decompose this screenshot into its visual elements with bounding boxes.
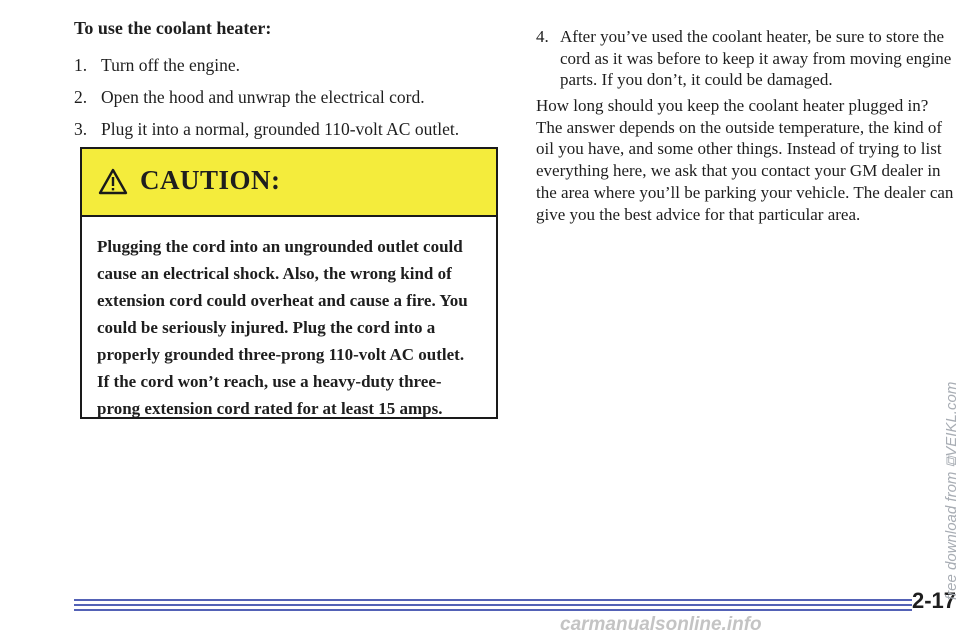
site-watermark: carmanualsonline.info (560, 614, 762, 635)
footer-rule (74, 598, 912, 622)
steps-list (74, 54, 514, 150)
body-paragraph: How long should you keep the coolant heater plugged in? The answer depends on the outside temperature, the kind of oil you have, and some other things. Instead of trying to list everything here, we ask that you contact your GM dealer in the area where you’ll be parking your vehicle. The dealer can give you the best advice for that particular area. (536, 96, 954, 224)
step-number: 4. (536, 27, 549, 46)
step-text: Open the hood and unwrap the electrical cord. (101, 87, 425, 107)
list-item (74, 54, 514, 76)
list-item (74, 118, 514, 140)
step-text: Plug it into a normal, grounded 110-volt AC outlet. (101, 119, 460, 139)
step-number: 1. (74, 55, 88, 75)
page-number: 2-17 (912, 588, 957, 613)
step-text: After you’ve used the coolant heater, be sure to store the cord as it was before to keep it away from moving engine parts. If you don’t, it could be damaged. (560, 27, 952, 89)
watermark-text: free download from ⧉VEIKL.com (943, 381, 960, 600)
step-number: 2. (74, 87, 88, 107)
list-item (74, 86, 514, 108)
caution-text: Plugging the cord into an ungrounded outlet could cause an electrical shock. Also, the wrong kind of extension cord could overheat and cause a fire. You could be seriously injured. Plug the cord into a properly grounded three-prong 110-volt AC outlet. If the cord won’t reach, use a heavy-duty three-prong extension cord rated for at least 15 amps. (97, 237, 468, 418)
step-number: 3. (74, 119, 88, 139)
watermark (930, 310, 960, 600)
caution-header (82, 149, 496, 217)
step-text: Turn off the engine. (101, 55, 241, 75)
caution-title: CAUTION: (140, 165, 281, 195)
warning-triangle-icon (98, 168, 128, 195)
section-heading: To use the coolant heater: (74, 18, 272, 38)
caution-box (80, 147, 498, 419)
list-item (536, 26, 956, 91)
